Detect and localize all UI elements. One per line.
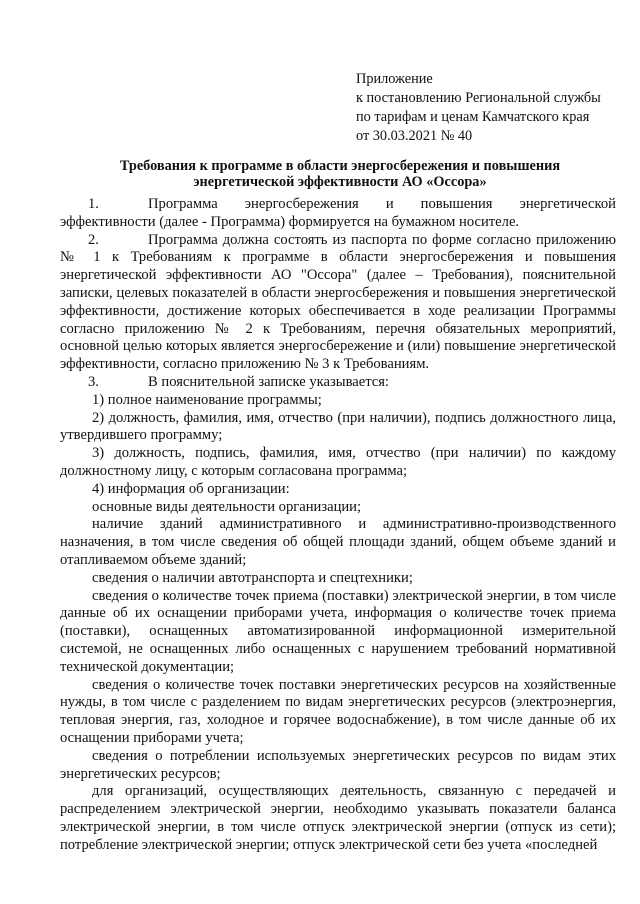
appendix-header [356,70,626,146]
paragraph-2-text: Программа должна состоять из паспорта по форме согласно приложению № 1 к Требованиям к программе в области энергосбережения и повышения энергетической эффективности АО "Оссора" (далее – Требования), пояснительной записки, целевых показателей в области энергосбережения и повышения энергетической эффективности, достижение которых обеспечивается в ходе реализации Программы согласно приложению № 2 к Требованиям, перечня обязательных мероприятий, основной целью которых является энергосбережение и (или) повышение энергетической эффективности, согласно приложению № 3 к Требованиям. [60,231,616,373]
document-body [60,196,616,854]
title-line-1: Требования к программе в области энергосбережения и повышения [119,158,561,174]
org-info-electric-points: сведения о количестве точек приема (поставки) электрической энергии, в том числе данные об их оснащении приборами учета, информация о количестве точек приема (поставки), оснащенных автоматизированной информационной измерительной системой, не оснащенных либо оснащенных с нарушением требований нормативной технической документации; [60,587,616,675]
title-line-2: энергетической эффективности АО «Оссора» [193,174,487,190]
appendix-resolution: к постановлению Региональной службы [356,90,601,106]
paragraph-3 [60,374,616,392]
paragraph-2-number: 2. [88,231,99,248]
paragraph-1-number: 1. [88,196,99,212]
list-item-3: 3) должность, подпись, фамилия, имя, отчество (при наличии) по каждому должностному лицу, с которым согласована программа; [60,445,616,479]
paragraph-3-text: В пояснительной записке указывается: [148,373,390,390]
appendix-date-number: от 30.03.2021 № 40 [356,128,473,144]
list-item-4: 4) информация об организации: [92,480,290,497]
list-item-1: 1) полное наименование программы; [92,391,322,408]
org-info-electric-balance: для организаций, осуществляющих деятельность, связанную с передачей и распределением электрической энергии, необходимо указывать показатели баланса электрической энергии, в том числе отпуск электрической энергии (отпуск из сети); потребление электрической энергии; отпуск электрической сети без учета «последней [60,783,616,853]
document-title [60,158,620,190]
org-info-buildings: наличие зданий административного и административно-производственного назначения, в том числе сведения об общей площади зданий, общем объеме зданий и отапливаемом объеме зданий; [60,516,616,568]
paragraph-1 [60,196,616,232]
paragraph-1-text: Программа энергосбережения и повышения энергетической эффективности (далее - Программа) формируется на бумажном носителе. [60,196,616,230]
org-info-resource-points: сведения о количестве точек поставки энергетических ресурсов на хозяйственные нужды, в том числе с разделением по видам энергетических ресурсов (электроэнергия, тепловая энергия, газ, холодное и горячее водоснабжение), в том числе данные об их оснащении приборами учета; [60,676,616,746]
org-info-consumption: сведения о потреблении используемых энергетических ресурсов по видам этих энергетических ресурсов; [60,747,616,782]
list-item-2: 2) должность, фамилия, имя, отчество (при наличии), подпись должностного лица, утвердившего программу; [60,409,616,444]
org-info-activities: основные виды деятельности организации; [92,498,362,515]
appendix-authority: по тарифам и ценам Камчатского края [356,109,590,125]
paragraph-2 [60,232,616,374]
appendix-label: Приложение [356,71,433,87]
org-info-vehicles: сведения о наличии автотранспорта и спецтехники; [92,569,413,586]
paragraph-3-number: 3. [88,373,99,390]
